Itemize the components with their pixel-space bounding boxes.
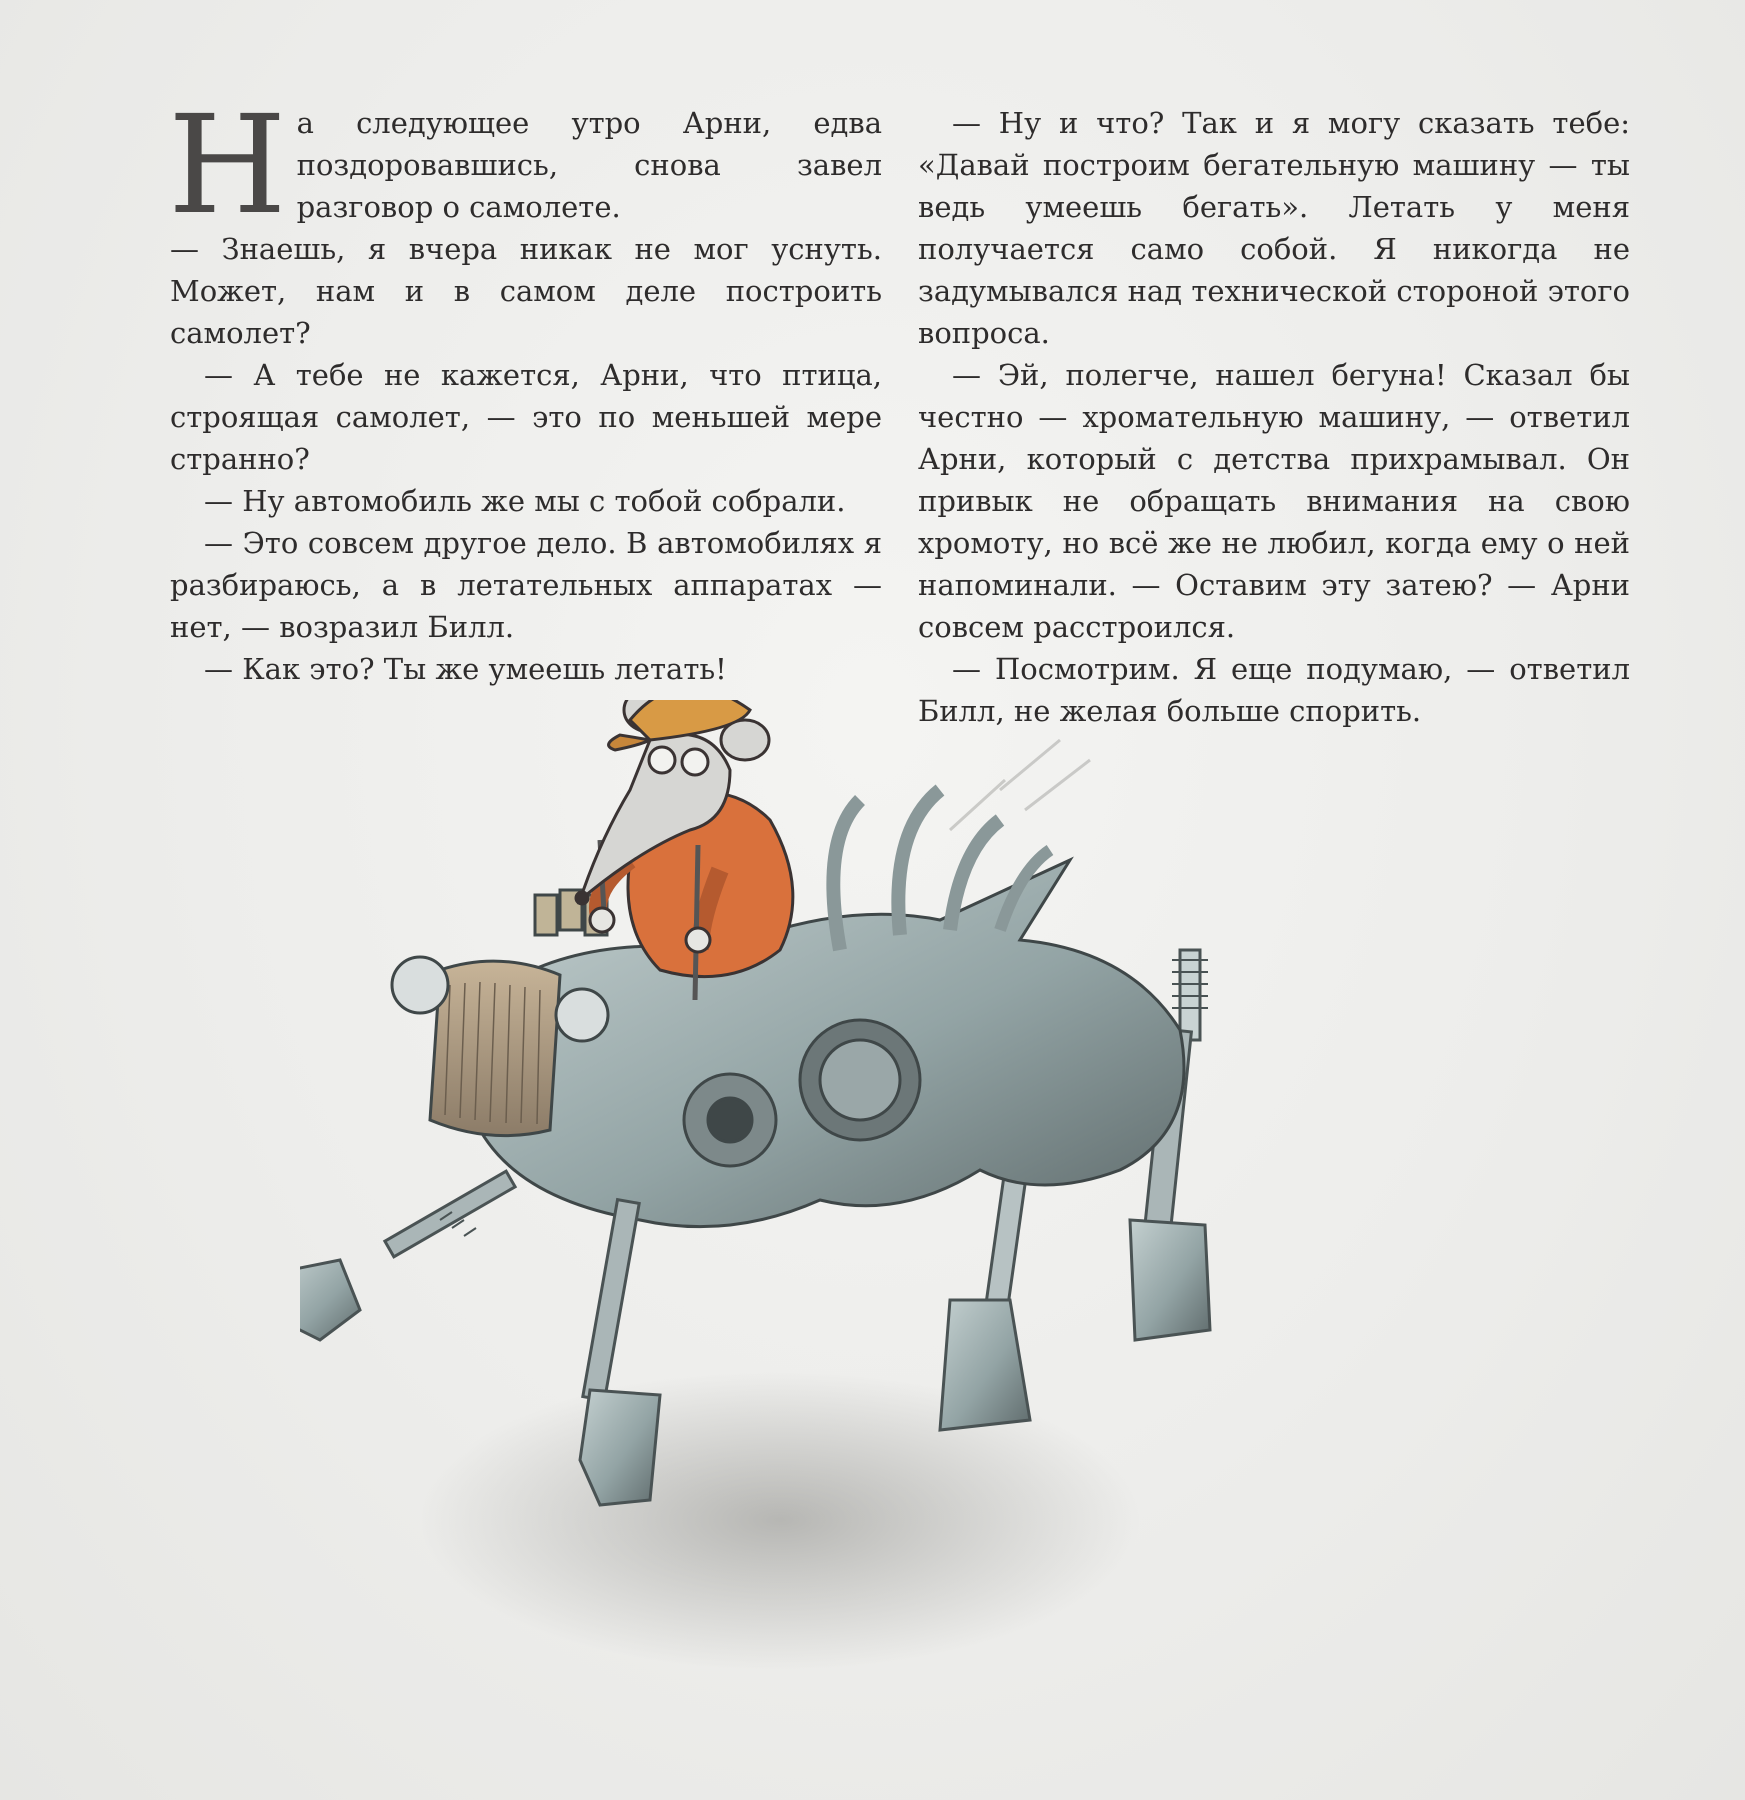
text-column-right	[918, 102, 1630, 732]
paragraph: — Эй, полегче, нашел бегуна! Сказал бы честно — хромательную машину, — ответил Арни, который с детства прихрамывал. Он привык не обращать внимания на свою хромоту, но всё же не любил, когда ему о ней напоминали. — Оставим эту затею? — Арни совсем расстроился.	[918, 358, 1630, 644]
paragraph: — Ну и что? Так и я могу сказать тебе: «Давай построим бегательную машину — ты ведь умеешь бегать». Летать у меня получается само собой. Я никогда не задумывался над технической стороной этого вопроса.	[918, 106, 1630, 350]
mouse-on-mechanical-walker-illustration	[300, 700, 1300, 1720]
drop-cap: Н	[168, 87, 287, 245]
paragraph: — Посмотрим. Я еще подумаю, — ответил Билл, не желая больше спорить.	[918, 652, 1630, 728]
paragraph: — Знаешь, я вчера никак не мог уснуть. Может, нам и в самом деле построить самолет?	[170, 232, 882, 350]
ground-shadow	[420, 1370, 1140, 1670]
paragraph: а следующее утро Арни, едва поздоровавшись, снова завел разговор о самолете.	[296, 106, 882, 224]
paragraph: — Это совсем другое дело. В автомобилях я разбираюсь, а в летательных аппаратах — нет, — возразил Билл.	[170, 526, 882, 644]
paragraph: — А тебе не кажется, Арни, что птица, строящая самолет, — это по меньшей мере странно?	[170, 358, 882, 476]
paragraph: — Ну автомобиль же мы с тобой собрали.	[204, 484, 846, 518]
motion-lines	[950, 740, 1090, 830]
paragraph: — Как это? Ты же умеешь летать!	[204, 652, 727, 686]
text-column-left	[168, 87, 882, 690]
